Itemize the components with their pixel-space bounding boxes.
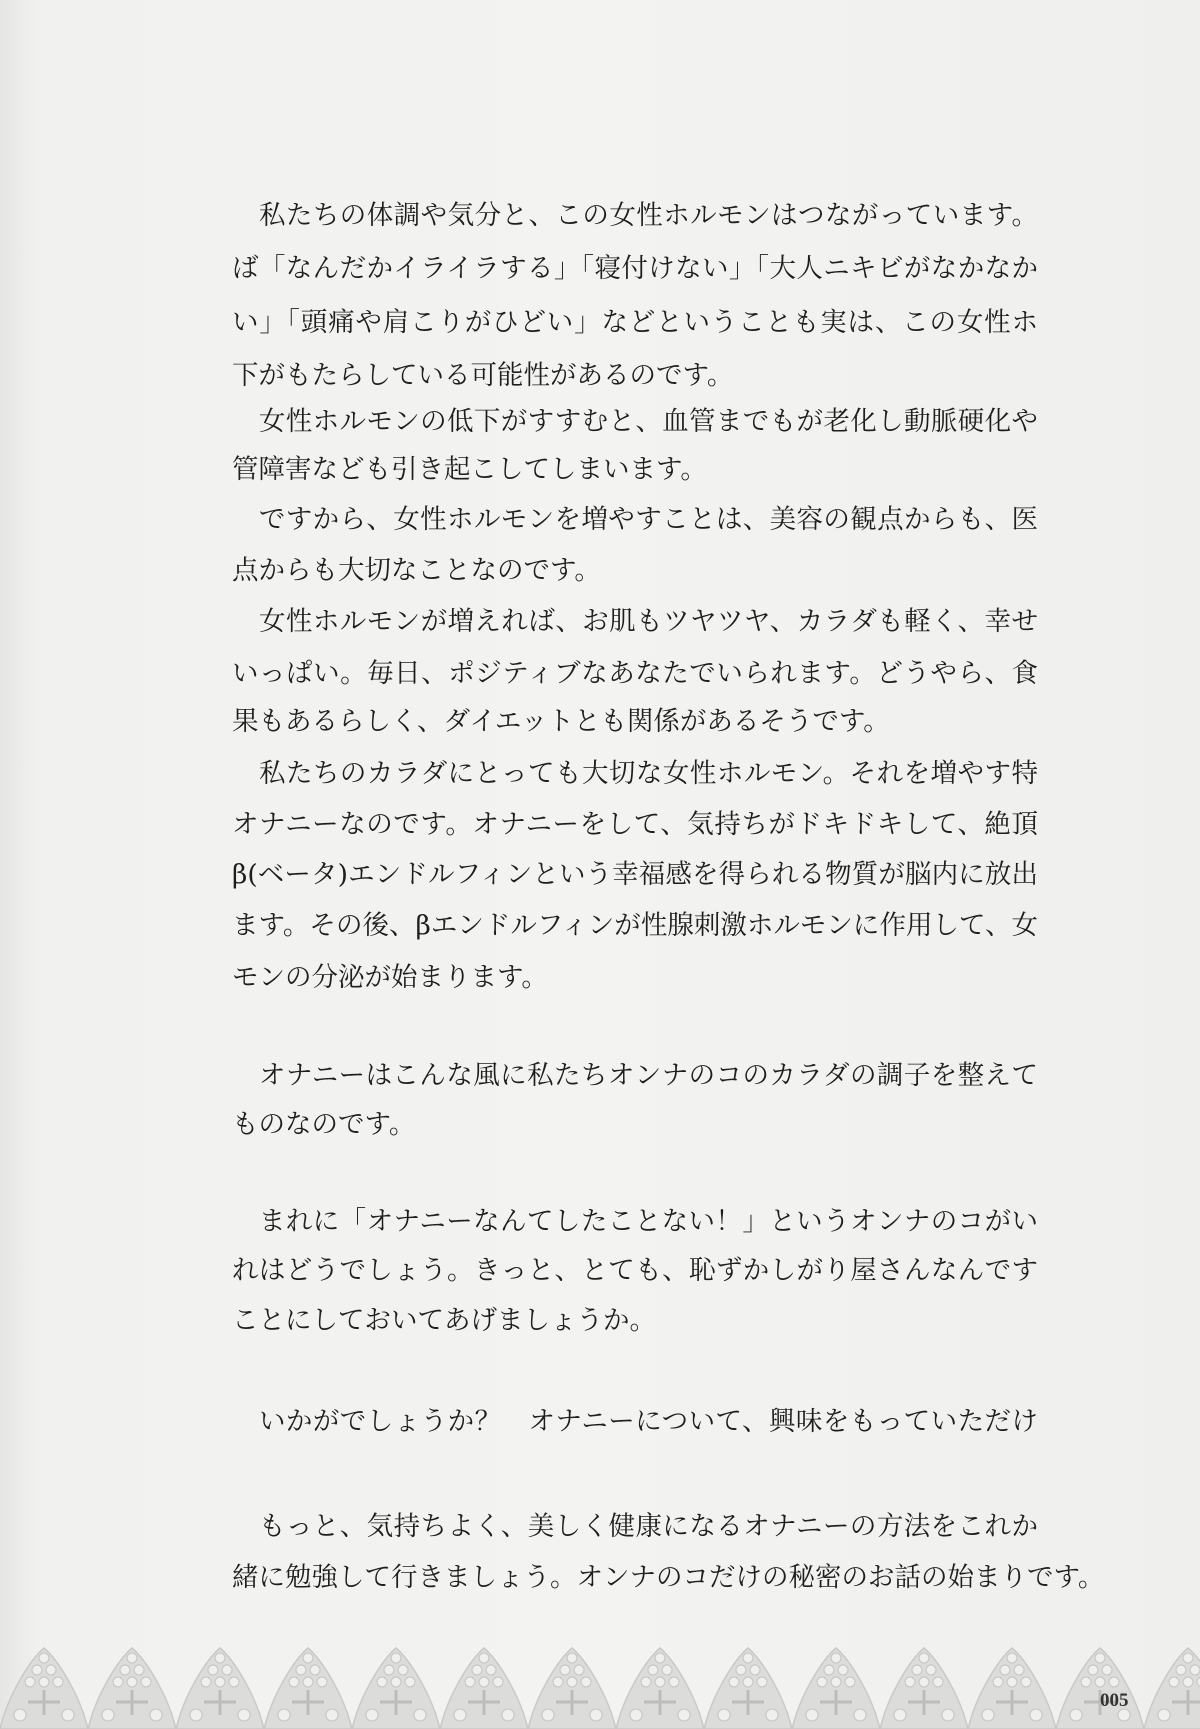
text-line: ですから、女性ホルモンを増やすことは、美容の観点からも、医 — [258, 504, 1038, 535]
text-line: れはどうでしょう。きっと、とても、恥ずかしがり屋さんなんです — [232, 1255, 1038, 1286]
text-line: 私たちのカラダにとっても大切な女性ホルモン。それを増やす特 — [258, 758, 1038, 789]
text-line: オナニーなのです。オナニーをして、気持ちがドキドキして、絶頂 — [232, 809, 1038, 840]
text-line: 女性ホルモンの低下がすすむと、血管までもが老化し動脈硬化や — [258, 406, 1038, 437]
text-line: いかがでしょうか？ オナニーについて、興味をもっていただけ — [258, 1406, 1038, 1437]
text-line: β(ベータ)エンドルフィンという幸福感を得られる物質が脳内に放出 — [232, 859, 1038, 890]
text-line: ます。その後、βエンドルフィンが性腺刺激ホルモンに作用して、女 — [232, 910, 1038, 941]
text-line: モンの分泌が始まります。 — [232, 962, 548, 993]
text-line: ことにしておいてあげましょうか。 — [232, 1305, 656, 1336]
text-line: 女性ホルモンが増えれば、お肌もツヤツヤ、カラダも軽く、幸せ — [258, 606, 1038, 637]
text-line: ば「なんだかイライラする」「寝付けない」「大人ニキビがなかなか — [232, 253, 1038, 284]
text-line: まれに「オナニーなんてしたことない！」というオンナのコがい — [258, 1206, 1038, 1237]
text-line: い」「頭痛や肩こりがひどい」などということも実は、この女性ホ — [232, 307, 1038, 338]
text-line: 下がもたらしている可能性があるのです。 — [232, 360, 734, 391]
text-line: 私たちの体調や気分と、この女性ホルモンはつながっています。 — [258, 200, 1038, 231]
text-line: もっと、気持ちよく、美しく健康になるオナニーの方法をこれか — [258, 1511, 1038, 1542]
text-line: 点からも大切なことなのです。 — [232, 555, 601, 586]
text-line: オナニーはこんな風に私たちオンナのコのカラダの調子を整えて — [258, 1060, 1038, 1091]
text-line: 緒に勉強して行きましょう。オンナのコだけの秘密のお話の始まりです。 — [232, 1562, 1105, 1593]
text-line: ものなのです。 — [232, 1109, 416, 1140]
lace-border-decoration — [0, 1640, 1200, 1729]
text-line: 果もあるらしく、ダイエットとも関係があるそうです。 — [232, 706, 890, 737]
page-number: 005 — [1100, 1690, 1129, 1711]
text-line: 管障害なども引き起こしてしまいます。 — [232, 454, 707, 485]
text-line: いっぱい。毎日、ポジティブなあなたでいられます。どうやら、食 — [232, 658, 1038, 689]
